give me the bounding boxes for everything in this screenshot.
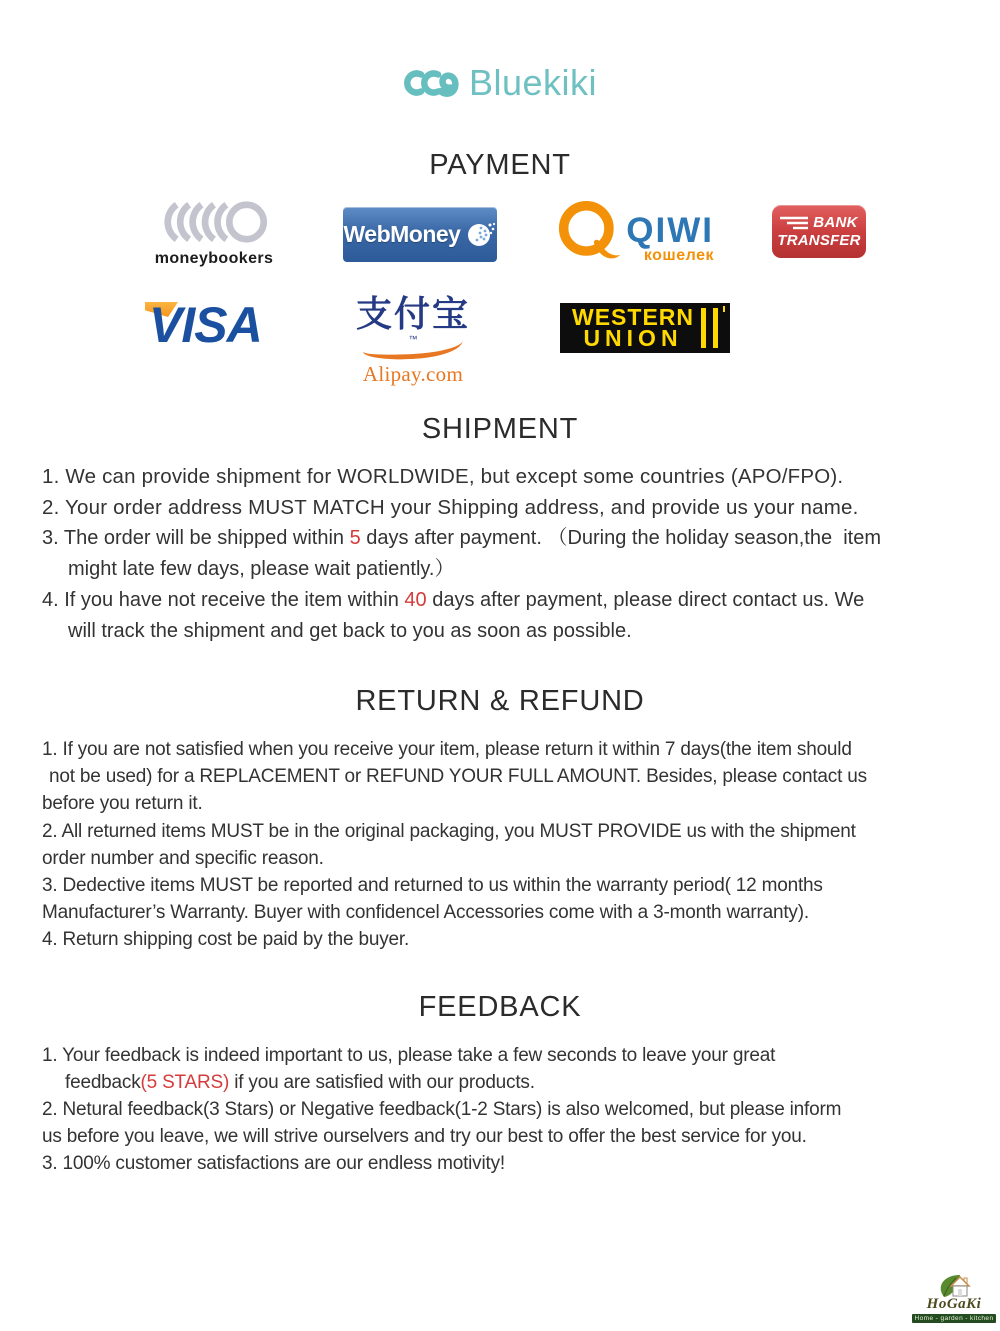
webmoney-label: WebMoney: [343, 221, 461, 247]
feedback-item-3: 3. 100% customer satisfactions are our endless motivity!: [42, 1153, 505, 1174]
alipay-domain-label: Alipay.com: [362, 362, 464, 386]
feedback-item-2: 2. Netural feedback(3 Stars) or Negative feedback(1-2 Stars) is also welcomed, but please inform: [42, 1099, 842, 1120]
payment-method-visa: [143, 297, 288, 356]
hogaki-name: HoGaKi: [926, 1296, 982, 1312]
bank-lines-icon: [780, 215, 808, 231]
return-item-1: 1. If you are not satisfied when you receive your item, please return it within 7 days(the item should: [42, 739, 852, 760]
qiwi-q-icon: [558, 194, 620, 276]
bluekiki-loops-icon: [403, 67, 461, 99]
brand-logo: [0, 62, 1000, 104]
payment-method-moneybookers: [150, 200, 278, 268]
bank-transfer-line1: BANK: [813, 214, 858, 231]
moneybookers-label: moneybookers: [154, 250, 274, 267]
hogaki-watermark: [911, 1272, 997, 1323]
return-item-2: 2. All returned items MUST be in the original packaging, you MUST PROVIDE us with the shipment: [42, 820, 856, 842]
feedback-item-1-text: feedback: [65, 1072, 141, 1093]
payment-method-western-union: [560, 303, 730, 353]
moneybookers-arcs-icon: [159, 200, 269, 244]
shipment-item-1: 1. We can provide shipment for WORLDWIDE, but except some countries (APO/FPO).: [42, 465, 844, 488]
hogaki-tagline: Home - garden - kitchen: [912, 1314, 997, 1323]
payment-method-bank-transfer: [772, 205, 866, 258]
alipay-trademark: ™: [408, 334, 418, 344]
western-union-line1: WESTERN: [572, 304, 694, 330]
payment-method-webmoney: [343, 207, 497, 262]
payment-section-title: PAYMENT: [429, 149, 571, 181]
payment-method-qiwi: [558, 194, 714, 282]
shipment-item-4-text-cont: days after payment, please direct contact us. We: [426, 589, 865, 611]
shipment-item-3-text-cont: days after payment. （During the holiday season,the item: [360, 527, 881, 549]
return-item-2-line2: order number and specific reason.: [42, 847, 324, 869]
qiwi-sublabel: кошелек: [643, 247, 714, 264]
return-item-4: 4. Return shipping cost be paid by the buyer.: [42, 929, 410, 951]
return-refund-text-block: [42, 736, 977, 954]
shipment-item-4-highlight: 40: [404, 589, 427, 611]
feedback-text-block: [42, 1042, 977, 1177]
shipment-item-3-highlight: 5: [349, 527, 361, 549]
return-refund-section-title: RETURN & REFUND: [355, 685, 645, 717]
feedback-item-2-line2: us before you leave, we will strive ourselvers and try our best to offer the best service for you.: [42, 1126, 807, 1147]
feedback-item-1: 1. Your feedback is indeed important to us, please take a few seconds to leave your great: [42, 1045, 776, 1066]
shipment-item-3: [42, 523, 977, 554]
shipment-item-4-line2: will track the shipment and get back to you as soon as possible.: [68, 620, 632, 642]
alipay-chinese-label: 支付宝: [355, 293, 470, 334]
qiwi-label: QIWI: [626, 211, 714, 250]
return-item-1-line2: not be used) for a REPLACEMENT or REFUND YOUR FULL AMOUNT. Besides, please contact us: [49, 766, 867, 788]
shipment-item-3-text: 3. The order will be shipped within: [42, 527, 350, 549]
shipment-item-4: [42, 585, 977, 616]
western-union-line2: UNION: [583, 325, 683, 351]
shipment-section-title: SHIPMENT: [421, 413, 579, 445]
western-union-tick: [723, 306, 725, 312]
return-item-3: 3. Dedective items MUST be reported and returned to us within the warranty period( 12 months: [42, 875, 823, 897]
shipment-text-block: [42, 461, 977, 647]
feedback-item-1-line2: [42, 1069, 977, 1096]
return-item-1-line3: before you return it.: [42, 793, 203, 815]
feedback-item-1-highlight: (5 STARS): [140, 1072, 230, 1093]
western-union-bars-icon: [701, 308, 718, 348]
webmoney-globe-icon: [466, 220, 496, 250]
feedback-section-title: FEEDBACK: [418, 991, 582, 1023]
brand-name: Bluekiki: [468, 62, 598, 103]
bank-transfer-line2: TRANSFER: [777, 232, 861, 249]
return-item-3-line2: Manufacturer’s Warranty. Buyer with confidencel Accessories come with a 3-month warranty).: [42, 902, 809, 924]
feedback-item-1-text-cont: if you are satisfied with our products.: [229, 1072, 535, 1093]
shipment-item-3-line2: might late few days, please wait patiently.）: [68, 558, 455, 580]
visa-label: VISA: [149, 297, 262, 353]
shipment-item-2: 2. Your order address MUST MATCH your Shipping address, and provide us your name.: [42, 496, 859, 519]
shipment-item-4-text: 4. If you have not receive the item within: [42, 589, 405, 611]
payment-method-alipay: [354, 294, 472, 387]
hogaki-leaf-house-icon: [935, 1272, 973, 1299]
